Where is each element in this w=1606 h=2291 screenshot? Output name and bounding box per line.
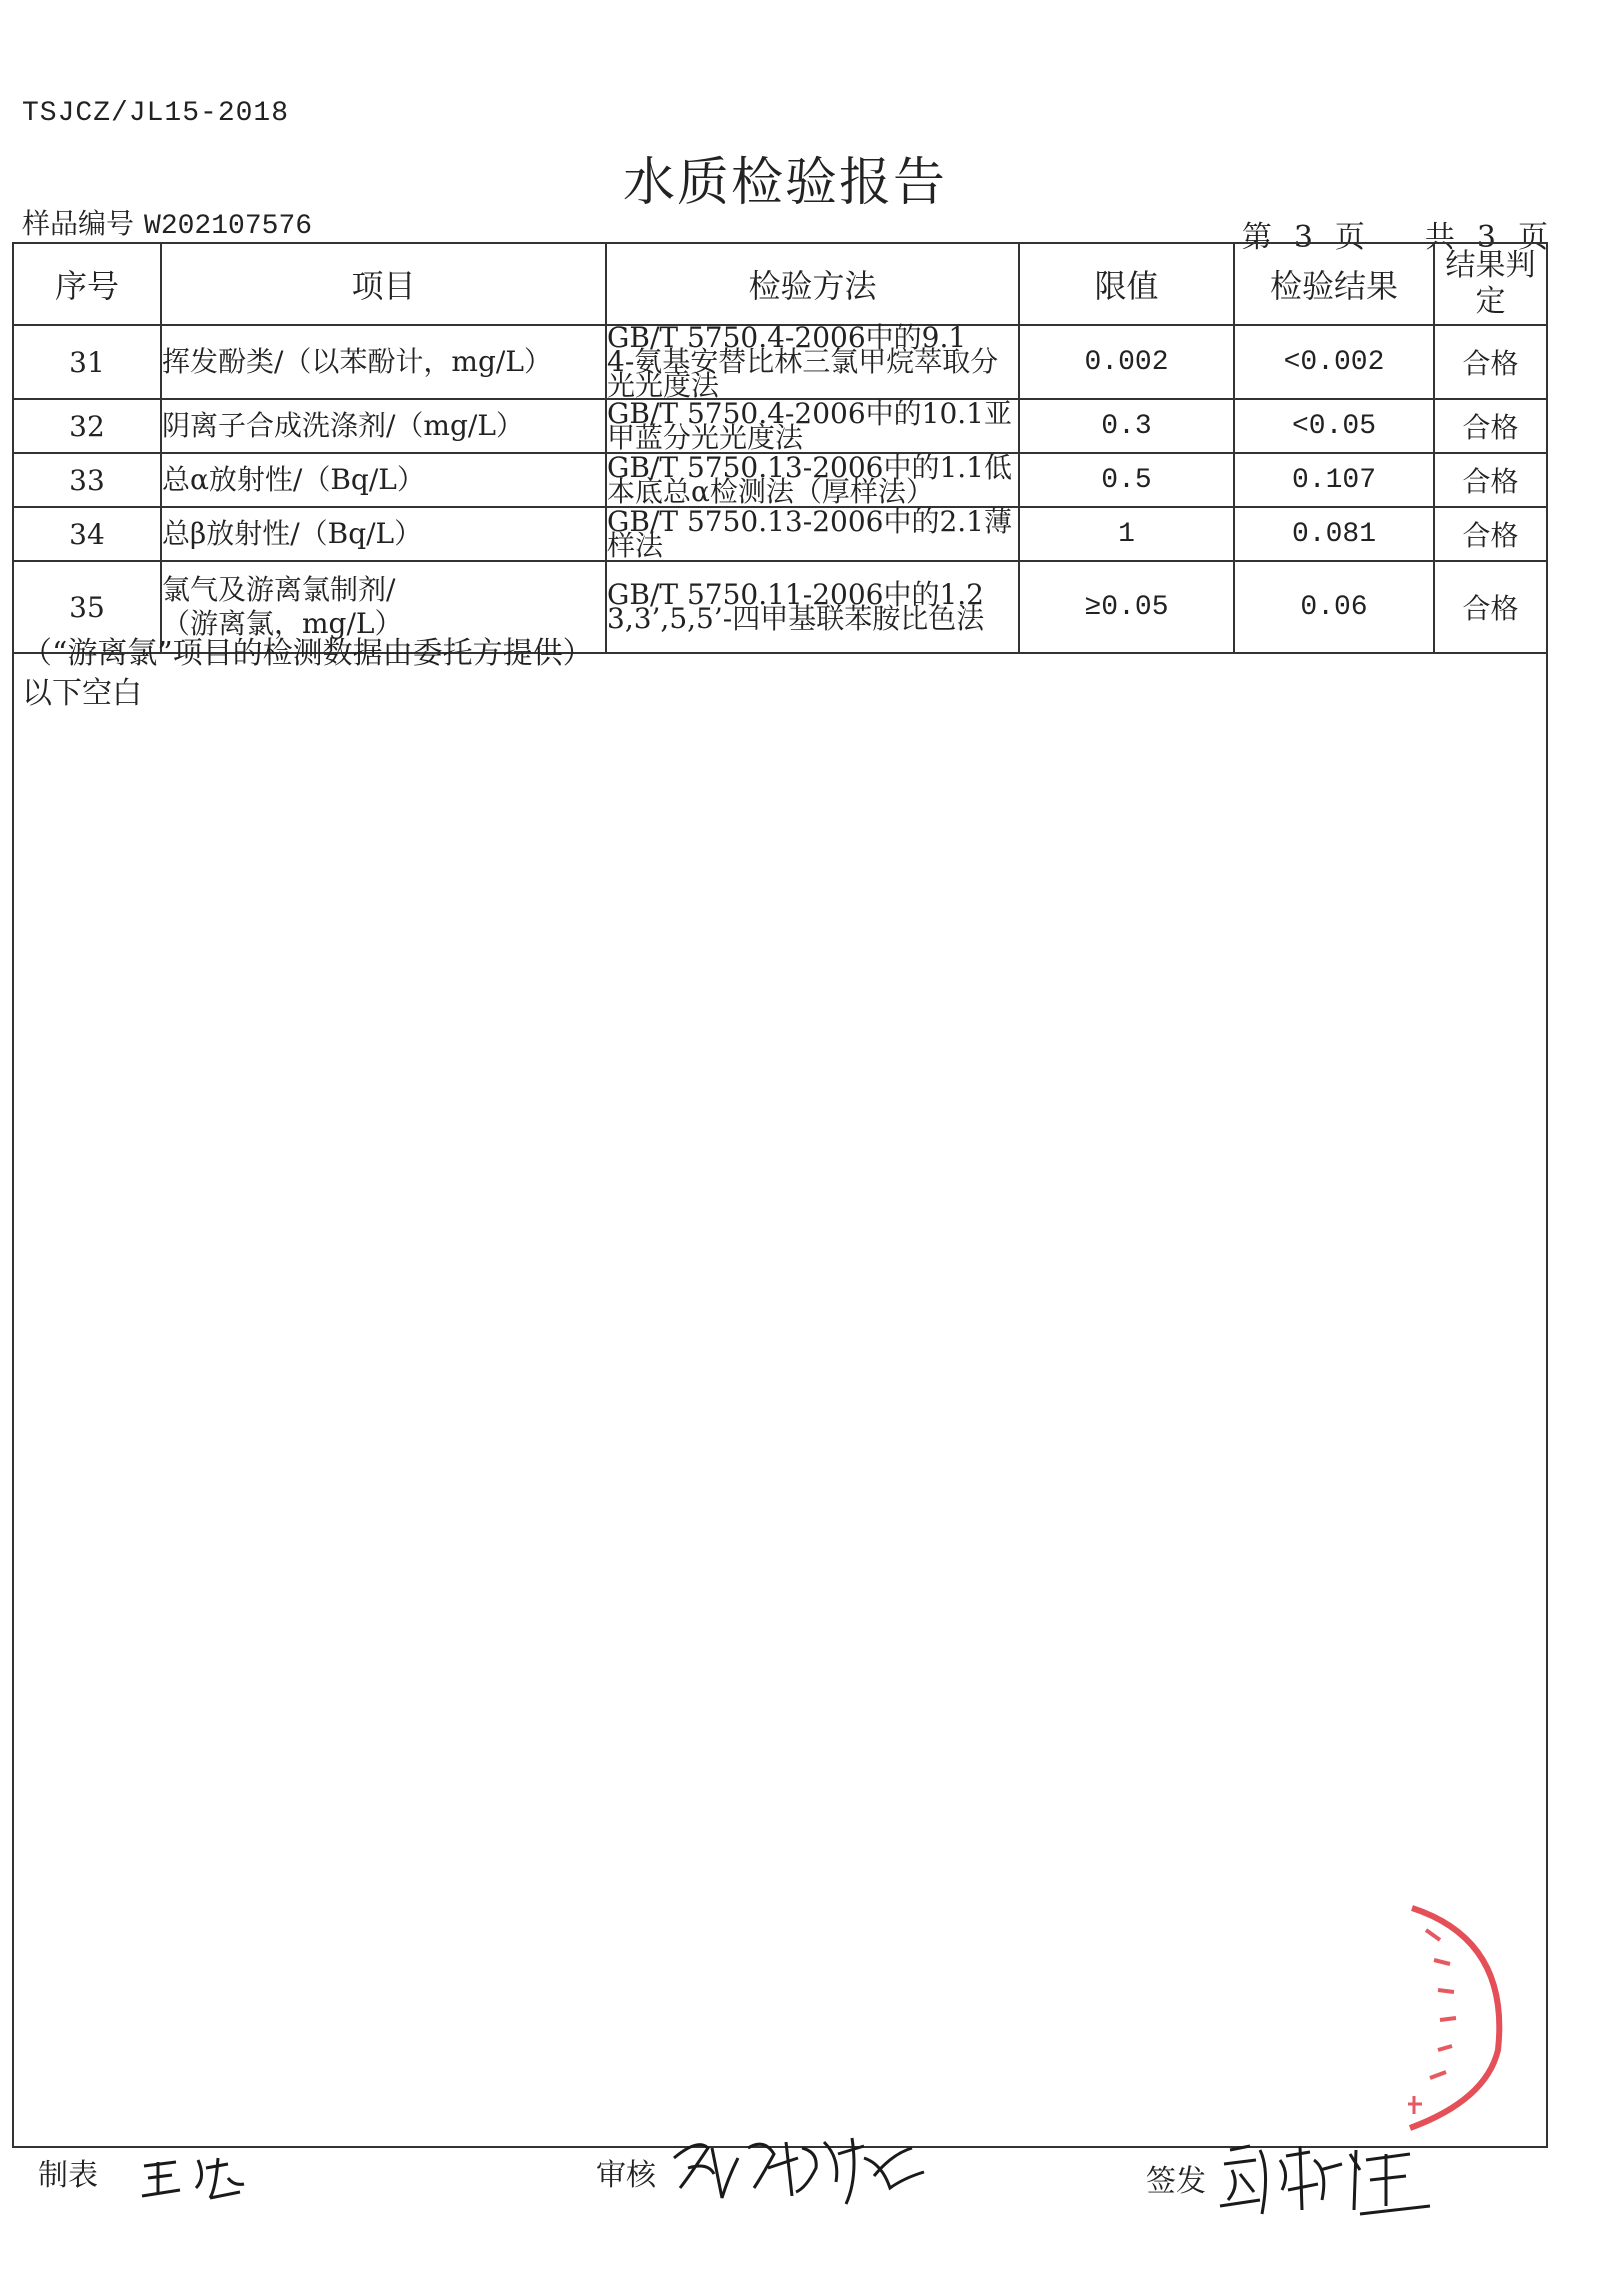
cell-judgement: 合格 (1434, 399, 1547, 453)
document-code: TSJCZ/JL15-2018 (22, 98, 290, 129)
cell-method: GB/T 5750.4-2006中的9.1 4-氨基安替比林三氯甲烷萃取分光光度法 (606, 325, 1019, 399)
sample-number-row (22, 202, 312, 242)
cell-judgement: 合格 (1434, 453, 1547, 507)
cell-result: <0.05 (1234, 399, 1434, 453)
header-limit: 限值 (1019, 243, 1234, 325)
blank-below-text: 以下空白 (22, 676, 142, 711)
results-table (12, 242, 1548, 654)
cell-seq: 33 (13, 453, 161, 507)
cell-method-line: GB/T 5750.11-2006中的1.2 (607, 578, 984, 611)
cell-method: GB/T 5750.13-2006中的2.1薄样法 (606, 507, 1019, 561)
sample-number-label: 样品编号 (22, 207, 135, 240)
header-method: 检验方法 (606, 243, 1019, 325)
reviewed-by-label: 审核 (596, 2158, 656, 2193)
cell-result: 0.06 (1234, 561, 1434, 653)
table-row (13, 399, 1547, 453)
official-seal-stamp (1330, 1900, 1530, 2140)
table-row (13, 325, 1547, 399)
cell-limit: 1 (1019, 507, 1234, 561)
issued-by-label: 签发 (1146, 2164, 1206, 2199)
cell-seq: 35 (13, 561, 161, 653)
page-total: 3 (1476, 220, 1496, 255)
cell-limit: 0.002 (1019, 325, 1234, 399)
header-item: 项目 (161, 243, 606, 325)
cell-result: 0.081 (1234, 507, 1434, 561)
cell-item-line: 氯气及游离氯制剂/ (162, 573, 396, 606)
page-prefix: 第 (1241, 220, 1272, 255)
cell-limit: ≥0.05 (1019, 561, 1234, 653)
cell-judgement: 合格 (1434, 325, 1547, 399)
cell-judgement: 合格 (1434, 561, 1547, 653)
cell-result: <0.002 (1234, 325, 1434, 399)
cell-method-line: 3,3’,5,5’-四甲基联苯胺比色法 (607, 602, 985, 635)
cell-item: 总β放射性/（Bq/L） (161, 507, 606, 561)
page-suffix: 页 (1518, 220, 1548, 255)
report-title: 水质检验报告 (622, 153, 947, 213)
page-mid: 页 (1334, 220, 1365, 255)
issued-signature (1210, 2130, 1440, 2230)
cell-method: GB/T 5750.13-2006中的1.1低本底总α检测法（厚样法） (606, 453, 1019, 507)
cell-seq: 32 (13, 399, 161, 453)
cell-limit: 0.3 (1019, 399, 1234, 453)
header-seq: 序号 (13, 243, 161, 325)
cell-item: 阴离子合成洗涤剂/（mg/L） (161, 399, 606, 453)
cell-item: 总α放射性/（Bq/L） (161, 453, 606, 507)
header-judgement: 结果判定 (1434, 243, 1547, 325)
cell-item: 挥发酚类/（以苯酚计，mg/L） (161, 325, 606, 399)
reviewed-signature (668, 2118, 938, 2218)
cell-seq: 31 (13, 325, 161, 399)
header-result: 检验结果 (1234, 243, 1434, 325)
table-row (13, 507, 1547, 561)
cell-seq: 34 (13, 507, 161, 561)
sample-number-value: W202107576 (144, 211, 313, 242)
cell-judgement: 合格 (1434, 507, 1547, 561)
prepared-signature (136, 2148, 256, 2208)
table-row (13, 453, 1547, 507)
cell-result: 0.107 (1234, 453, 1434, 507)
cell-limit: 0.5 (1019, 453, 1234, 507)
prepared-by-label: 制表 (38, 2158, 98, 2193)
cell-method (606, 561, 1019, 653)
cell-item-line: （游离氯，mg/L） (162, 607, 403, 640)
table-header-row (13, 243, 1547, 325)
page-total-prefix: 共 (1424, 220, 1455, 255)
cell-method: GB/T 5750.4-2006中的10.1亚甲蓝分光光度法 (606, 399, 1019, 453)
data-source-note: （“游离氯”项目的检测数据由委托方提供） (22, 636, 593, 671)
page-current: 3 (1293, 220, 1313, 255)
